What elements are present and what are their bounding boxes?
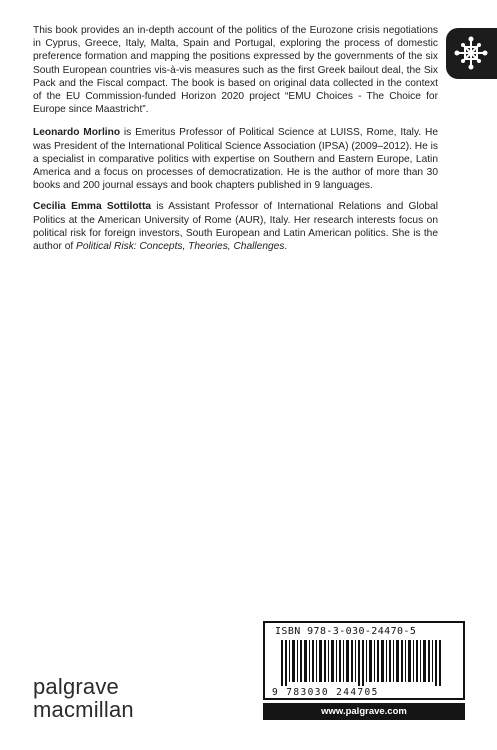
book-description: This book provides an in-depth account of the politics of the Eurozone crisis negotiations in Cyprus, Greece, Italy, Malta, Spain and Portugal, exploring the process of domestic preference formation and mapping the positions expressed by the governments of the six South European countries vis-à-vis measures such as the first Greek bailout deal, the Six Pack and the Fiscal compact. The book is based on original data collected in the context of the EU Commission-funded Horizon 2020 project “EMU Choices - The Choice for Europe since Maastricht”. bbox=[33, 25, 438, 116]
palgrave-network-icon bbox=[454, 36, 488, 70]
author1-bio-paragraph bbox=[33, 126, 438, 192]
isbn-barcode bbox=[263, 621, 465, 700]
author2-bio-paragraph bbox=[33, 200, 438, 253]
back-cover-text bbox=[33, 24, 438, 261]
barcode-bars bbox=[271, 640, 457, 686]
publisher-name-line1: palgrave bbox=[33, 674, 119, 699]
barcode-digits: 9 783030 244705 bbox=[272, 687, 379, 698]
author2-bio-end: . bbox=[284, 241, 288, 253]
publisher-name-line2: macmillan bbox=[33, 697, 134, 722]
palgrave-logo-badge bbox=[446, 28, 497, 79]
author1-bio: is Emeritus Professor of Political Science at LUISS, Rome, Italy. He was President of the International Political Science Association (IPSA) (2009–2012). He is a specialist in comparative politics with expertise on Southern and Eastern Europe, Latin America and a focus on processes of democratization. He is the author of more than 30 books and 200 journal essays and book chapters published in 9 languages. bbox=[33, 127, 438, 192]
author2-name: Cecilia Emma Sottilotta bbox=[33, 201, 152, 213]
publisher-url: www.palgrave.com bbox=[263, 703, 465, 720]
isbn-label: ISBN 978-3-030-24470-5 bbox=[275, 626, 417, 637]
author1-name: Leonardo Morlino bbox=[33, 127, 121, 139]
author2-book-title: Political Risk: Concepts, Theories, Challenges bbox=[76, 241, 285, 253]
publisher-wordmark bbox=[33, 676, 134, 721]
author2-bio: is Assistant Professor of International Relations and Global Politics at the American University of Rome (AUR), Italy. Her research interests focus on political risk for foreign investors, South European and Latin American politics. She is the author of bbox=[33, 201, 438, 253]
